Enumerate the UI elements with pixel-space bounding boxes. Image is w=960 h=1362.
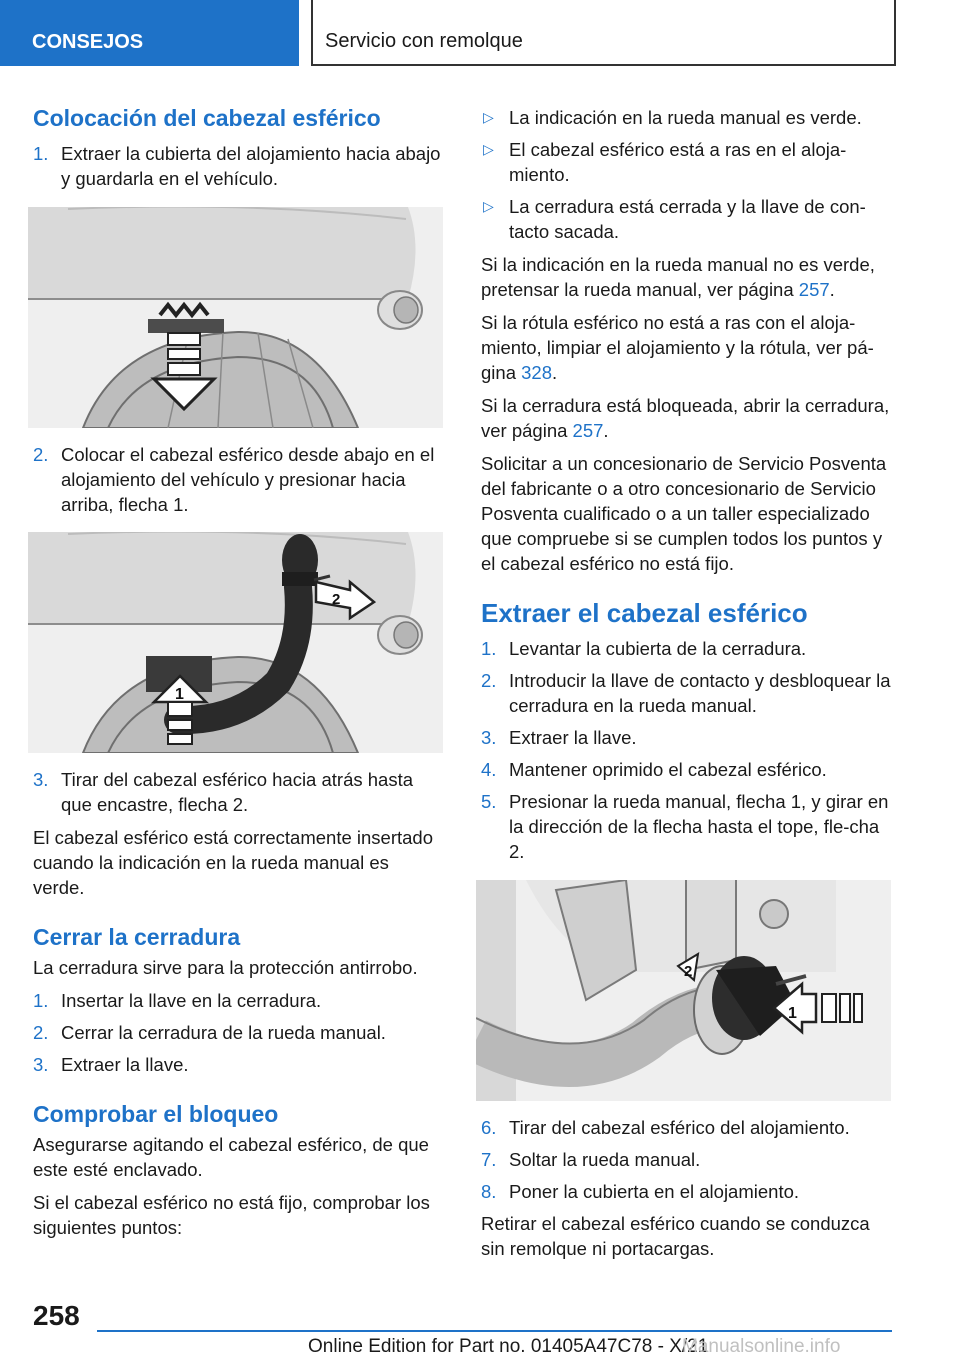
step-number: 2. (33, 444, 49, 465)
bullet-triangle-icon: ▷ (483, 198, 494, 214)
step-text: Levantar la cubierta de la cerradura. (509, 638, 807, 659)
step-text: Extraer la llave. (61, 1054, 189, 1075)
step-text: Mantener oprimido el cabezal esférico. (509, 759, 827, 780)
remove-step-3 (481, 725, 893, 750)
paragraph-check-2: Si el cabezal esférico no está fijo, comprobar los siguientes puntos: (33, 1192, 430, 1238)
check-bullet-2 (481, 137, 893, 187)
heading-attach-ball: Colocación del cabezal esférico (33, 105, 381, 131)
step-number: 1. (481, 638, 497, 659)
figure-insert-ball-head (28, 532, 443, 753)
step-number: 3. (33, 769, 49, 790)
bullet-text: El cabezal esférico está a ras en el aloja-miento. (509, 139, 847, 185)
bullet-triangle-icon: ▷ (483, 109, 494, 125)
step-2 (33, 442, 445, 517)
step-text: Poner la cubierta en el alojamiento. (509, 1181, 800, 1202)
figure-hand-wheel (476, 880, 891, 1101)
paragraph-lock-intro: La cerradura sirve para la protección antirrobo. (33, 957, 418, 978)
step-text: Colocar el cabezal esférico desde abajo en el alojamiento del vehículo y presionar hacia arriba, flecha 1. (61, 444, 435, 515)
lock-step-1 (33, 988, 445, 1013)
figure-callout-2: 2 (332, 591, 341, 608)
figure-callout-2: 2 (684, 963, 693, 980)
figure-callout-1: 1 (788, 1005, 797, 1022)
figure-remove-cover (28, 207, 443, 428)
step-number: 2. (481, 670, 497, 691)
left-column (33, 100, 445, 1240)
step-number: 5. (481, 791, 497, 812)
footer-edition: Online Edition for Part no. 01405A47C78 - X/21 (308, 1336, 709, 1357)
step-text: Soltar la rueda manual. (509, 1149, 701, 1170)
step-3 (33, 767, 445, 817)
heading-check-lock: Comprobar el bloqueo (33, 1101, 279, 1127)
paragraph-lock-blocked (481, 393, 893, 443)
paragraph-dealer: Solicitar a un concesionario de Servicio Posventa del fabricante o a otro concesionario de Servicio Posventa cualificado o a un taller especializado que compruebe si se cumplen todos los puntos y el cabezal esférico no está fijo. (481, 453, 887, 574)
step-number: 1. (33, 143, 49, 164)
paragraph-text: Si la cerradura está bloqueada, abrir la cerradura, ver página (481, 395, 890, 441)
step-number: 4. (481, 759, 497, 780)
remove-step-5 (481, 789, 893, 864)
footer-watermark: Manualsonline.info (682, 1336, 841, 1357)
bullet-text: La cerradura está cerrada y la llave de con-tacto sacada. (509, 196, 866, 242)
step-number: 1. (33, 990, 49, 1011)
step-number: 3. (33, 1054, 49, 1075)
step-number: 2. (33, 1022, 49, 1043)
step-text: Insertar la llave en la cerradura. (61, 990, 322, 1011)
paragraph-text: . (552, 362, 558, 383)
paragraph-text: Si la indicación en la rueda manual no es verde, pretensar la rueda manual, ver página (481, 254, 875, 300)
paragraph-remove-when-unused: Retirar el cabezal esférico cuando se conduzca sin remolque ni portacargas. (481, 1213, 870, 1259)
section-tab (0, 0, 299, 66)
step-number: 7. (481, 1149, 497, 1170)
footer-divider (97, 1330, 892, 1332)
step-number: 3. (481, 727, 497, 748)
heading-close-lock: Cerrar la cerradura (33, 924, 241, 950)
paragraph-text: . (829, 279, 835, 300)
step-text: Cerrar la cerradura de la rueda manual. (61, 1022, 386, 1043)
page-number: 258 (33, 1300, 80, 1331)
step-text: Introducir la llave de contacto y desbloquear la cerradura en la rueda manual. (509, 670, 891, 716)
lock-step-3 (33, 1052, 445, 1077)
right-column (481, 100, 893, 1261)
paragraph-not-green (481, 252, 893, 302)
paragraph-check-1: Asegurarse agitando el cabezal esférico, de que este esté enclavado. (33, 1134, 429, 1180)
remove-step-2 (481, 668, 893, 718)
page-link-257-b[interactable]: 257 (572, 420, 604, 441)
step-text: Presionar la rueda manual, flecha 1, y girar en la dirección de la flecha hasta el tope, fle-cha 2. (509, 791, 889, 862)
page-link-328[interactable]: 328 (521, 362, 552, 383)
paragraph-correctly-inserted: El cabezal esférico está correctamente insertado cuando la indicación en la rueda manual es verde. (33, 827, 434, 898)
chapter-title: Servicio con remolque (325, 30, 523, 52)
paragraph-text: Si la rótula esférico no está a ras con el aloja-miento, limpiar el alojamiento y la rótula, ver pá-gina (481, 312, 874, 383)
bullet-triangle-icon: ▷ (483, 141, 494, 157)
remove-step-4 (481, 757, 893, 782)
remove-step-8 (481, 1179, 893, 1204)
step-text: Extraer la cubierta del alojamiento hacia abajo y guardarla en el vehículo. (61, 143, 441, 189)
heading-remove-ball: Extraer el cabezal esférico (481, 598, 808, 628)
step-text: Tirar del cabezal esférico hacia atrás hasta que encastre, flecha 2. (61, 769, 414, 815)
check-bullet-3 (481, 194, 893, 244)
paragraph-not-flush (481, 310, 893, 385)
remove-step-6 (481, 1115, 893, 1140)
section-tab-label: CONSEJOS (32, 31, 144, 53)
step-text: Tirar del cabezal esférico del alojamiento. (509, 1117, 850, 1138)
lock-step-2 (33, 1020, 445, 1045)
paragraph-text: . (603, 420, 609, 441)
step-number: 8. (481, 1181, 497, 1202)
chapter-title-box (311, 0, 896, 66)
remove-step-1 (481, 636, 893, 661)
page-link-257[interactable]: 257 (798, 279, 830, 300)
check-bullet-1 (481, 105, 893, 130)
remove-step-7 (481, 1147, 893, 1172)
figure-callout-1: 1 (175, 686, 184, 703)
step-text: Extraer la llave. (509, 727, 637, 748)
bullet-text: La indicación en la rueda manual es verde. (509, 107, 862, 128)
step-number: 6. (481, 1117, 497, 1138)
step-1 (33, 141, 445, 191)
